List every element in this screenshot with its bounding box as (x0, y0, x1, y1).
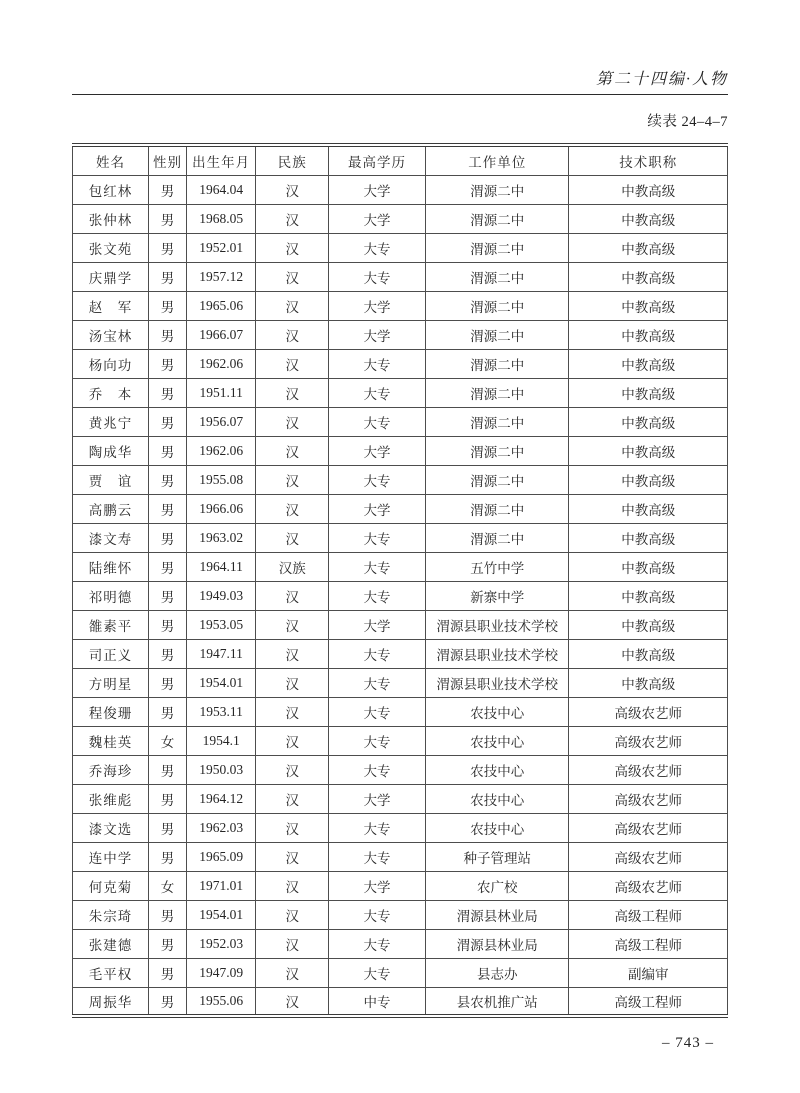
cell-education: 大专 (329, 813, 426, 842)
table-row (73, 929, 728, 958)
cell-birth-date: 1952.03 (186, 929, 255, 958)
cell-birth-date: 1964.04 (186, 175, 255, 204)
column-header-tech-title: 技术职称 (569, 145, 728, 175)
cell-birth-date: 1952.01 (186, 233, 255, 262)
cell-work-unit: 渭源二中 (426, 436, 569, 465)
column-header-name: 姓名 (73, 145, 149, 175)
cell-birth-date: 1965.09 (186, 842, 255, 871)
cell-name: 陆维怀 (73, 552, 149, 581)
cell-ethnicity: 汉 (256, 262, 329, 291)
column-header-ethnicity: 民族 (256, 145, 329, 175)
cell-birth-date: 1964.11 (186, 552, 255, 581)
cell-name: 毛平权 (73, 958, 149, 987)
table-row (73, 697, 728, 726)
cell-gender: 男 (148, 204, 186, 233)
cell-name: 连中学 (73, 842, 149, 871)
table-head (73, 145, 728, 175)
cell-gender: 男 (148, 755, 186, 784)
cell-name: 何克菊 (73, 871, 149, 900)
cell-work-unit: 农技中心 (426, 784, 569, 813)
column-header-gender: 性别 (148, 145, 186, 175)
cell-ethnicity: 汉 (256, 784, 329, 813)
page-number: – 743 – (662, 1035, 714, 1051)
cell-gender: 男 (148, 552, 186, 581)
cell-ethnicity: 汉 (256, 291, 329, 320)
table-row (73, 813, 728, 842)
table-row (73, 784, 728, 813)
cell-work-unit: 渭源二中 (426, 175, 569, 204)
cell-work-unit: 渭源二中 (426, 204, 569, 233)
cell-birth-date: 1947.09 (186, 958, 255, 987)
cell-work-unit: 五竹中学 (426, 552, 569, 581)
cell-ethnicity: 汉 (256, 581, 329, 610)
cell-ethnicity: 汉 (256, 407, 329, 436)
cell-work-unit: 渭源二中 (426, 523, 569, 552)
cell-ethnicity: 汉 (256, 523, 329, 552)
cell-name: 汤宝林 (73, 320, 149, 349)
cell-ethnicity: 汉族 (256, 552, 329, 581)
cell-birth-date: 1953.11 (186, 697, 255, 726)
cell-name: 张维彪 (73, 784, 149, 813)
cell-education: 大专 (329, 407, 426, 436)
cell-birth-date: 1954.01 (186, 668, 255, 697)
cell-birth-date: 1954.1 (186, 726, 255, 755)
cell-ethnicity: 汉 (256, 494, 329, 523)
cell-birth-date: 1966.07 (186, 320, 255, 349)
cell-birth-date: 1971.01 (186, 871, 255, 900)
cell-name: 庆鼎学 (73, 262, 149, 291)
cell-birth-date: 1962.03 (186, 813, 255, 842)
table-row (73, 668, 728, 697)
cell-ethnicity: 汉 (256, 668, 329, 697)
cell-work-unit: 渭源县职业技术学校 (426, 639, 569, 668)
table-row (73, 436, 728, 465)
table-row (73, 407, 728, 436)
cell-name: 朱宗琦 (73, 900, 149, 929)
cell-birth-date: 1955.06 (186, 987, 255, 1016)
cell-work-unit: 渭源二中 (426, 407, 569, 436)
cell-birth-date: 1968.05 (186, 204, 255, 233)
cell-birth-date: 1949.03 (186, 581, 255, 610)
cell-birth-date: 1957.12 (186, 262, 255, 291)
cell-gender: 男 (148, 262, 186, 291)
table-row (73, 639, 728, 668)
cell-tech-title: 中教高级 (569, 494, 728, 523)
cell-gender: 女 (148, 871, 186, 900)
cell-gender: 男 (148, 291, 186, 320)
cell-ethnicity: 汉 (256, 465, 329, 494)
cell-work-unit: 农广校 (426, 871, 569, 900)
cell-ethnicity: 汉 (256, 842, 329, 871)
cell-education: 大学 (329, 436, 426, 465)
cell-education: 大学 (329, 871, 426, 900)
cell-education: 大专 (329, 233, 426, 262)
cell-gender: 男 (148, 900, 186, 929)
cell-name: 雒素平 (73, 610, 149, 639)
cell-education: 中专 (329, 987, 426, 1016)
cell-gender: 男 (148, 465, 186, 494)
cell-birth-date: 1950.03 (186, 755, 255, 784)
cell-tech-title: 高级工程师 (569, 929, 728, 958)
cell-tech-title: 中教高级 (569, 436, 728, 465)
cell-tech-title: 中教高级 (569, 291, 728, 320)
cell-tech-title: 中教高级 (569, 349, 728, 378)
cell-ethnicity: 汉 (256, 726, 329, 755)
cell-tech-title: 高级农艺师 (569, 755, 728, 784)
cell-gender: 男 (148, 784, 186, 813)
cell-tech-title: 中教高级 (569, 378, 728, 407)
table-row (73, 320, 728, 349)
cell-work-unit: 县农机推广站 (426, 987, 569, 1016)
cell-work-unit: 种子管理站 (426, 842, 569, 871)
table-row (73, 378, 728, 407)
cell-name: 周振华 (73, 987, 149, 1016)
table-row (73, 291, 728, 320)
cell-gender: 男 (148, 639, 186, 668)
column-header-work-unit: 工作单位 (426, 145, 569, 175)
cell-work-unit: 渭源二中 (426, 349, 569, 378)
section-title: 第二十四编·人物 (595, 71, 728, 88)
cell-tech-title: 中教高级 (569, 552, 728, 581)
cell-gender: 男 (148, 958, 186, 987)
cell-gender: 男 (148, 697, 186, 726)
cell-tech-title: 高级农艺师 (569, 842, 728, 871)
cell-tech-title: 中教高级 (569, 610, 728, 639)
cell-education: 大专 (329, 697, 426, 726)
cell-name: 乔海珍 (73, 755, 149, 784)
table-body (73, 175, 728, 1016)
cell-work-unit: 渭源县林业局 (426, 929, 569, 958)
cell-work-unit: 农技中心 (426, 755, 569, 784)
cell-tech-title: 中教高级 (569, 407, 728, 436)
cell-ethnicity: 汉 (256, 697, 329, 726)
cell-name: 高鹏云 (73, 494, 149, 523)
cell-name: 祁明德 (73, 581, 149, 610)
header-rule (72, 94, 728, 95)
cell-name: 漆文选 (73, 813, 149, 842)
cell-gender: 男 (148, 929, 186, 958)
cell-name: 杨向功 (73, 349, 149, 378)
cell-education: 大专 (329, 900, 426, 929)
cell-work-unit: 渭源二中 (426, 378, 569, 407)
cell-education: 大专 (329, 581, 426, 610)
cell-birth-date: 1951.11 (186, 378, 255, 407)
cell-tech-title: 高级农艺师 (569, 813, 728, 842)
table-row (73, 262, 728, 291)
cell-work-unit: 渭源县职业技术学校 (426, 610, 569, 639)
table-row (73, 494, 728, 523)
cell-education: 大专 (329, 465, 426, 494)
header-row (73, 145, 728, 175)
cell-name: 包红林 (73, 175, 149, 204)
table-row (73, 987, 728, 1016)
cell-tech-title: 高级农艺师 (569, 871, 728, 900)
cell-tech-title: 中教高级 (569, 465, 728, 494)
cell-ethnicity: 汉 (256, 610, 329, 639)
cell-tech-title: 中教高级 (569, 233, 728, 262)
cell-work-unit: 新寨中学 (426, 581, 569, 610)
cell-tech-title: 中教高级 (569, 204, 728, 233)
cell-name: 贾 谊 (73, 465, 149, 494)
cell-birth-date: 1965.06 (186, 291, 255, 320)
cell-education: 大专 (329, 842, 426, 871)
cell-name: 程俊珊 (73, 697, 149, 726)
cell-gender: 男 (148, 349, 186, 378)
cell-work-unit: 渭源二中 (426, 320, 569, 349)
table-row (73, 958, 728, 987)
table-row (73, 900, 728, 929)
cell-tech-title: 副编审 (569, 958, 728, 987)
cell-tech-title: 中教高级 (569, 523, 728, 552)
cell-birth-date: 1962.06 (186, 349, 255, 378)
cell-birth-date: 1962.06 (186, 436, 255, 465)
cell-birth-date: 1953.05 (186, 610, 255, 639)
cell-ethnicity: 汉 (256, 378, 329, 407)
cell-education: 大学 (329, 175, 426, 204)
cell-work-unit: 渭源二中 (426, 262, 569, 291)
cell-education: 大专 (329, 523, 426, 552)
column-header-education: 最高学历 (329, 145, 426, 175)
cell-name: 陶成华 (73, 436, 149, 465)
cell-ethnicity: 汉 (256, 958, 329, 987)
cell-name: 张建德 (73, 929, 149, 958)
cell-gender: 男 (148, 436, 186, 465)
cell-gender: 男 (148, 320, 186, 349)
cell-education: 大专 (329, 349, 426, 378)
cell-gender: 男 (148, 523, 186, 552)
cell-name: 张仲林 (73, 204, 149, 233)
cell-education: 大专 (329, 668, 426, 697)
cell-work-unit: 农技中心 (426, 726, 569, 755)
cell-tech-title: 中教高级 (569, 320, 728, 349)
cell-education: 大学 (329, 610, 426, 639)
cell-education: 大专 (329, 262, 426, 291)
cell-tech-title: 高级农艺师 (569, 697, 728, 726)
cell-ethnicity: 汉 (256, 755, 329, 784)
cell-tech-title: 中教高级 (569, 668, 728, 697)
cell-tech-title: 中教高级 (569, 175, 728, 204)
cell-work-unit: 渭源二中 (426, 291, 569, 320)
cell-name: 方明星 (73, 668, 149, 697)
table-row (73, 175, 728, 204)
cell-birth-date: 1964.12 (186, 784, 255, 813)
cell-name: 张文苑 (73, 233, 149, 262)
cell-name: 漆文寿 (73, 523, 149, 552)
cell-ethnicity: 汉 (256, 349, 329, 378)
cell-gender: 男 (148, 842, 186, 871)
table-row (73, 842, 728, 871)
cell-birth-date: 1947.11 (186, 639, 255, 668)
cell-birth-date: 1966.06 (186, 494, 255, 523)
cell-name: 乔 本 (73, 378, 149, 407)
cell-gender: 男 (148, 610, 186, 639)
table-row (73, 726, 728, 755)
cell-birth-date: 1956.07 (186, 407, 255, 436)
cell-tech-title: 高级农艺师 (569, 726, 728, 755)
cell-birth-date: 1955.08 (186, 465, 255, 494)
cell-gender: 男 (148, 233, 186, 262)
cell-education: 大专 (329, 552, 426, 581)
cell-ethnicity: 汉 (256, 929, 329, 958)
cell-education: 大专 (329, 929, 426, 958)
column-header-birth-date: 出生年月 (186, 145, 255, 175)
cell-ethnicity: 汉 (256, 320, 329, 349)
table-row (73, 871, 728, 900)
cell-gender: 男 (148, 494, 186, 523)
cell-work-unit: 渭源县林业局 (426, 900, 569, 929)
table-row (73, 581, 728, 610)
cell-work-unit: 渭源二中 (426, 494, 569, 523)
cell-education: 大学 (329, 320, 426, 349)
table-row (73, 610, 728, 639)
cell-education: 大学 (329, 494, 426, 523)
table-row (73, 465, 728, 494)
page-content (72, 0, 728, 1052)
cell-education: 大专 (329, 958, 426, 987)
cell-ethnicity: 汉 (256, 204, 329, 233)
cell-gender: 男 (148, 378, 186, 407)
cell-ethnicity: 汉 (256, 813, 329, 842)
table-row (73, 204, 728, 233)
cell-education: 大专 (329, 639, 426, 668)
cell-tech-title: 高级工程师 (569, 900, 728, 929)
cell-work-unit: 渭源二中 (426, 233, 569, 262)
cell-work-unit: 农技中心 (426, 697, 569, 726)
table-row (73, 349, 728, 378)
cell-work-unit: 渭源县职业技术学校 (426, 668, 569, 697)
cell-name: 赵 军 (73, 291, 149, 320)
cell-work-unit: 农技中心 (426, 813, 569, 842)
cell-birth-date: 1963.02 (186, 523, 255, 552)
cell-gender: 男 (148, 987, 186, 1016)
cell-gender: 女 (148, 726, 186, 755)
cell-tech-title: 高级工程师 (569, 987, 728, 1016)
table-continuation-label: 续表 24–4–7 (647, 114, 728, 130)
cell-gender: 男 (148, 581, 186, 610)
personnel-table (72, 143, 728, 1018)
cell-name: 魏桂英 (73, 726, 149, 755)
table-row (73, 523, 728, 552)
cell-tech-title: 中教高级 (569, 639, 728, 668)
cell-education: 大学 (329, 291, 426, 320)
cell-name: 司正义 (73, 639, 149, 668)
cell-education: 大学 (329, 204, 426, 233)
cell-gender: 男 (148, 813, 186, 842)
cell-gender: 男 (148, 668, 186, 697)
cell-ethnicity: 汉 (256, 436, 329, 465)
cell-education: 大专 (329, 726, 426, 755)
cell-work-unit: 渭源二中 (426, 465, 569, 494)
cell-ethnicity: 汉 (256, 175, 329, 204)
cell-gender: 男 (148, 175, 186, 204)
cell-birth-date: 1954.01 (186, 900, 255, 929)
cell-ethnicity: 汉 (256, 900, 329, 929)
cell-ethnicity: 汉 (256, 233, 329, 262)
table-row (73, 755, 728, 784)
cell-tech-title: 高级农艺师 (569, 784, 728, 813)
cell-ethnicity: 汉 (256, 987, 329, 1016)
cell-education: 大学 (329, 784, 426, 813)
cell-work-unit: 县志办 (426, 958, 569, 987)
cell-education: 大专 (329, 378, 426, 407)
table-row (73, 552, 728, 581)
table-row (73, 233, 728, 262)
cell-education: 大专 (329, 755, 426, 784)
cell-ethnicity: 汉 (256, 639, 329, 668)
cell-gender: 男 (148, 407, 186, 436)
cell-ethnicity: 汉 (256, 871, 329, 900)
cell-name: 黄兆宁 (73, 407, 149, 436)
cell-tech-title: 中教高级 (569, 581, 728, 610)
cell-tech-title: 中教高级 (569, 262, 728, 291)
